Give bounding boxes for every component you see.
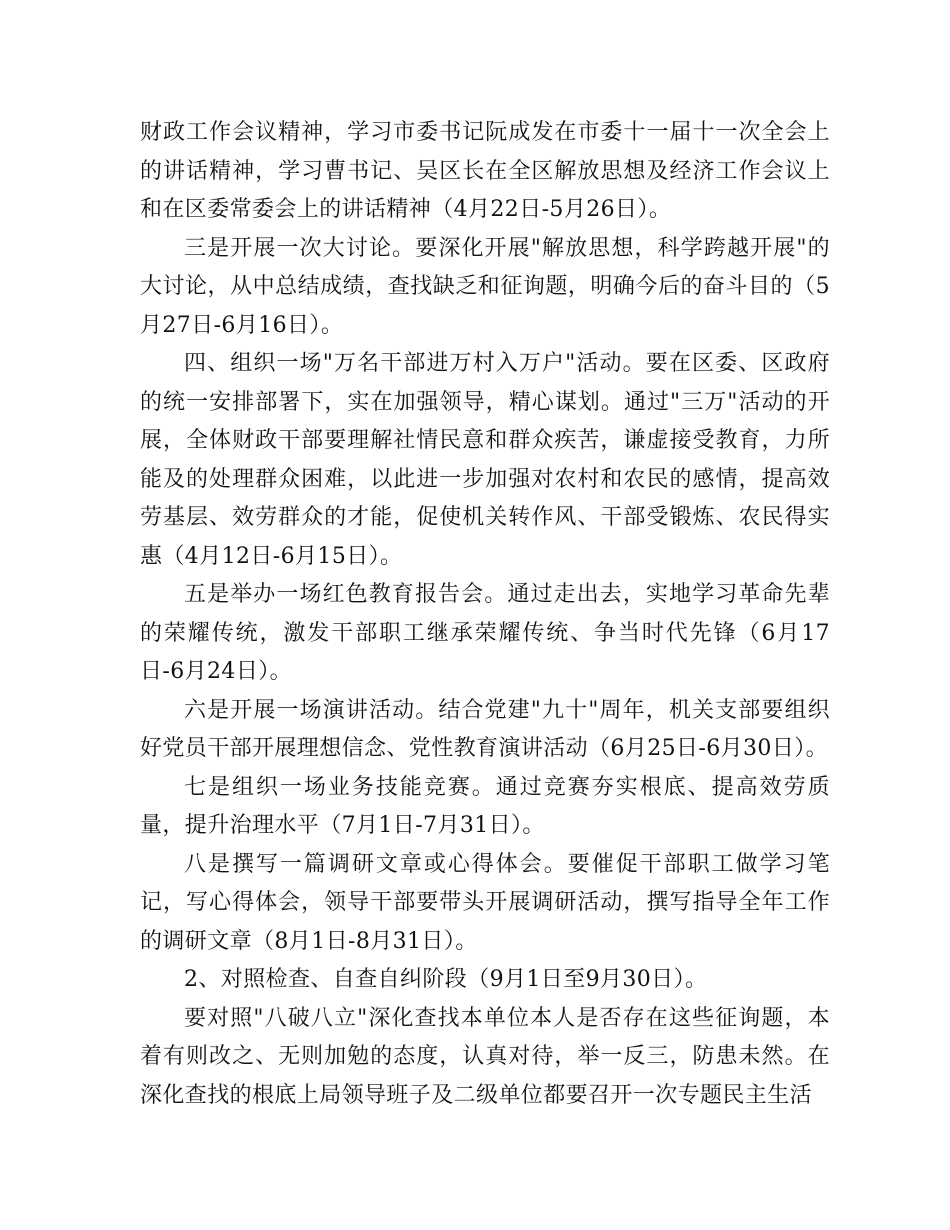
paragraph-item-5: 五是举办一场红色教育报告会。通过走出去，实地学习革命先辈的荣耀传统，激发干部职工继承荣耀传统、争当时代先锋（6月17日-6月24日）。 [140,582,830,684]
paragraph-item-3: 三是开展一次大讨论。要深化开展"解放思想，科学跨越开展"的大讨论，从中总结成绩，查找缺乏和征询题，明确今后的奋斗目的（5月27日-6月16日）。 [140,235,830,338]
paragraph-item-8: 八是撰写一篇调研文章或心得体会。要催促干部职工做学习笔记，写心得体会，领导干部要带头开展调研活动，撰写指导全年工作的调研文章（8月1日-8月31日）。 [140,851,830,954]
paragraph-item-7: 七是组织一场业务技能竞赛。通过竞赛夯实根底、提高效劳质量，提升治理水平（7月1日-7月31日）。 [140,774,830,838]
paragraph-item-4: 四、组织一场"万名干部进万村入万户"活动。要在区委、区政府的统一安排部署下，实在加强领导，精心谋划。通过"三万"活动的开展，全体财政干部要理解社情民意和群众疾苦，谦虚接受教育，力所能及的处理群众困难，以此进一步加强对农村和农民的感情，提高效劳基层、效劳群众的才能，促使机关转作风、干部受锻炼、农民得实惠（4月12日-6月15日）。 [140,351,830,569]
document-body [140,114,830,1115]
section-heading-phase-2: 2、对照检查、自查自纠阶段（9月1日至9月30日）。 [184,967,708,992]
paragraph-continuation: 财政工作会议精神，学习市委书记阮成发在市委十一届十一次全会上的讲话精神，学习曹书记、吴区长在全区解放思想及经济工作会议上和在区委常委会上的讲话精神（4月22日-5月26日）。 [140,120,830,222]
paragraph-item-6: 六是开展一场演讲活动。结合党建"九十"周年，机关支部要组织好党员干部开展理想信念、党性教育演讲活动（6月25日-6月30日）。 [140,697,830,761]
paragraph-phase-2-body: 要对照"八破八立"深化查找本单位本人是否存在这些征询题，本着有则改之、无则加勉的态度，认真对待，举一反三，防患未然。在深化查找的根底上局领导班子及二级单位都要召开一次专题民主生活 [140,1005,830,1108]
